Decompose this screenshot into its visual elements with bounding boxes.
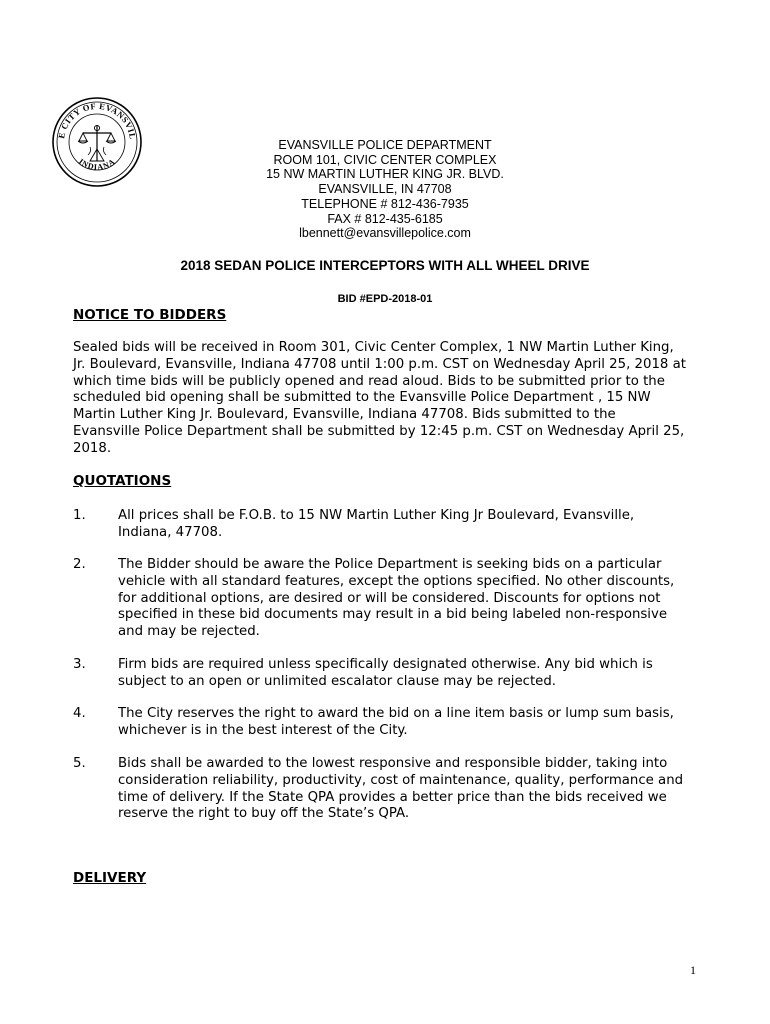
quotation-item: Firm bids are required unless specifically designated otherwise. Any bid which is subject to an open or unlimited escalator clause may be rejected. — [118, 657, 653, 689]
document-title: 2018 SEDAN POLICE INTERCEPTORS WITH ALL WHEEL DRIVE — [180, 258, 590, 273]
seal-top-text: E CITY OF EVANSVIL — [56, 100, 138, 141]
bid-number: BID #EPD-2018-01 — [337, 293, 433, 305]
city-seal-graphic — [52, 97, 142, 187]
quotation-item: Bids shall be awarded to the lowest responsive and responsible bidder, taking into consideration reliability, productivity, cost of maintenance, quality, performance and time of delivery. If the State QPA provides a better price than the bids received we reserve the right to buy off the State’s QPA. — [118, 756, 684, 822]
notice-line: Evansville Police Department shall be submitted by 12:45 p.m. CST on Wednesday April 25, — [73, 423, 685, 439]
room-address: ROOM 101, CIVIC CENTER COMPLEX — [273, 152, 497, 167]
letterhead — [200, 138, 570, 241]
email: lbennett@evansvillepolice.com — [299, 226, 471, 241]
city-seal — [52, 97, 142, 187]
quotation-item: The Bidder should be aware the Police Department is seeking bids on a particular vehicle with all standard features, except the options specified. No other discounts, for additional options, are desired or will be considered. Discounts for options not specified in these bid documents may result in a bid being labeled non-responsive and may be rejected. — [118, 557, 675, 640]
telephone: TELEPHONE # 812-436-7935 — [301, 196, 469, 211]
fax: FAX # 812-435-6185 — [327, 211, 443, 226]
seal-bottom-text: INDIANA — [77, 156, 117, 172]
item-number: 3. — [73, 657, 86, 672]
quotation-item: The City reserves the right to award the bid on a line item basis or lump sum basis, whichever is in the best interest of the City. — [118, 706, 674, 738]
svg-text:THE CITY OF EVANSVILLE — [52, 97, 138, 140]
notice-line: 2018. — [73, 440, 112, 456]
quotations-heading: QUOTATIONS — [73, 473, 172, 489]
notice-line: which time bids will be publicly opened and read aloud. Bids to be submitted prior to the — [73, 373, 665, 389]
item-number: 5. — [73, 756, 86, 771]
notice-line: Jr. Boulevard, Evansville, Indiana 47708 until 1:00 p.m. CST on Wednesday April 25, 2018 at — [73, 356, 686, 372]
delivery-heading: DELIVERY — [73, 870, 147, 886]
notice-heading: NOTICE TO BIDDERS — [73, 307, 227, 323]
page-number: 1 — [690, 963, 696, 977]
city-state-zip: EVANSVILLE, IN 47708 — [318, 182, 452, 197]
notice-line: scheduled bid opening shall be submitted to the Evansville Police Department , 15 NW — [73, 390, 651, 406]
notice-line: Martin Luther King Jr. Boulevard, Evansville, Indiana 47708. Bids submitted to the — [73, 407, 616, 423]
quotation-item: All prices shall be F.O.B. to 15 NW Martin Luther King Jr Boulevard, Evansville, Indiana, 47708. — [118, 508, 635, 540]
item-number: 4. — [73, 706, 86, 721]
notice-line: Sealed bids will be received in Room 301, Civic Center Complex, 1 NW Martin Luther King, — [73, 340, 674, 355]
department-name: EVANSVILLE POLICE DEPARTMENT — [278, 138, 492, 152]
street-address: 15 NW MARTIN LUTHER KING JR. BLVD. — [266, 167, 504, 182]
item-number: 1. — [73, 508, 86, 523]
item-number: 2. — [73, 557, 86, 572]
notice-paragraph — [73, 340, 699, 458]
